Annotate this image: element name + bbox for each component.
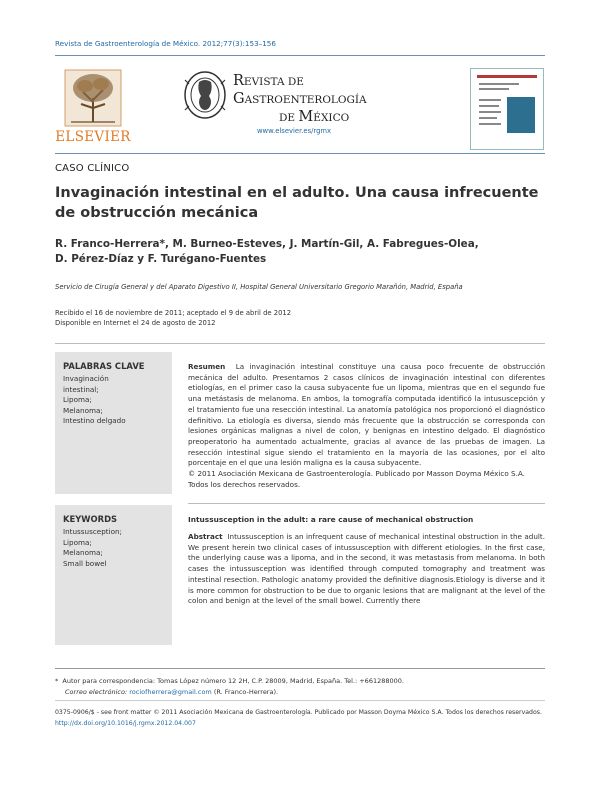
correspondence-text: Autor para correspondencia: Tomas López número 12 2H, C.P. 28009, Madrid, España. Tel.: +661288000. xyxy=(62,677,404,685)
email-owner: (R. Franco-Herrera). xyxy=(213,688,279,696)
header-divider-top xyxy=(55,55,545,56)
keyword-item: Melanoma; xyxy=(63,405,103,415)
keywords-es-panel xyxy=(55,352,172,494)
keyword-item: intestinal; xyxy=(63,384,99,394)
keywords-es-heading: PALABRAS CLAVE xyxy=(63,361,145,371)
email-label: Correo electrónico: xyxy=(65,688,128,696)
abstract-divider xyxy=(55,343,545,344)
email-link[interactable]: rociofherrera@gmail.com xyxy=(129,688,212,696)
legal-info xyxy=(55,707,542,729)
keyword-item: Intestino delgado xyxy=(63,416,126,426)
journal-title: REVISTA DE GASTROENTEROLOGÍA DE MÉXICO xyxy=(233,73,367,125)
article-title: Invaginación intestinal en el adulto. Una causa infrecuente de obstrucción mecánica xyxy=(55,185,539,221)
abstract-es-body: Resumen La invaginación intestinal constituye una causa poco frecuente de obstrucción mecánica del adulto. Presentamos 2 casos clínicos de invaginación intestinal con diferentes etiologías, en el primer caso la causa subyacente fue un lipoma, mientras que en el segundo fue una metástasis de melanoma. En ambos, la tomografía computada identificó la intususcepción y el tratamiento fue una resección intestinal. La anatomía patológica nos proporcionó el diagnóstico definitivo. La etiología es diversa, siendo más frecuente que la obstrucción se corresponda con lesiones orgánicas malignas a nivel de colon, y benignas en intestino delgado. El diagnóstico preoperatorio ha aumentado actualmente, gracias al avance de las pruebas de imagen. La resección intestinal sigue siendo el tratamiento en la mayoría de las ocasiones, por el alto porcentaje en el que una lesión maligna es la causa subyacente. xyxy=(188,362,545,468)
affiliation: Servicio de Cirugía General y del Aparato Digestivo II, Hospital General Universitario Gregorio Marañón, Madrid, España xyxy=(55,283,463,291)
article-dates xyxy=(55,308,291,328)
header-divider-bottom xyxy=(55,153,545,154)
abstract-es-label: Resumen xyxy=(188,362,226,371)
keyword-item: Small bowel xyxy=(63,558,107,568)
legal-divider xyxy=(55,700,545,701)
abstract-en-body: Abstract Intussusception is an infrequent cause of mechanical intestinal obstruction in the adult. We present herein two clinical cases of intussusception with different etiologies. In the first case, the underlying cause was a lipoma, and in the second, it was metastasis from melanoma. In both cases the intussusception was identified through computed tomography and treatment was intestinal resection. Pathologic anatomy provided the definitive diagnosis.Etiology is diverse and it is more common for obstruction to be due to organic lesions that are malignant at the level of the colon and benign at the level of the small bowel. Currently there xyxy=(188,532,545,606)
authors-line-2: D. Pérez-Díaz y F. Turégano-Fuentes xyxy=(55,253,267,265)
footnote-marker: * xyxy=(55,677,59,685)
authors-line-1: R. Franco-Herrera*, M. Burneo-Esteves, J. Martín-Gil, A. Fabregues-Olea, xyxy=(55,238,479,250)
journal-cover-thumbnail xyxy=(470,68,544,150)
article-section-label: CASO CLÍNICO xyxy=(55,163,130,174)
doi-link[interactable]: http://dx.doi.org/10.1016/j.rgmx.2012.04.007 xyxy=(55,720,196,727)
publisher-logo-text: ELSEVIER xyxy=(55,129,131,145)
copyright-line-2: Todos los derechos reservados. xyxy=(188,479,301,489)
journal-citation[interactable]: Revista de Gastroenterología de México. 2012;77(3):153–156 xyxy=(55,39,276,48)
keywords-en-heading: KEYWORDS xyxy=(63,514,118,524)
issn-line: 0375-0906/$ - see front matter © 2011 Asociación Mexicana de Gastroenterología. Publicado por Masson Doyma México S.A. Todos los derechos reservados. xyxy=(55,709,542,716)
received-date: Recibido el 16 de noviembre de 2011; aceptado el 9 de abril de 2012 xyxy=(55,309,292,317)
footnote-divider xyxy=(55,668,545,669)
keyword-item: Intussusception; xyxy=(63,527,122,536)
online-date: Disponible en Internet el 24 de agosto de 2012 xyxy=(55,319,216,327)
journal-seal-icon xyxy=(183,70,227,120)
abstract-en-label: Abstract xyxy=(188,532,223,541)
abstract-en-title: Intussusception in the adult: a rare cause of mechanical obstruction xyxy=(188,515,474,524)
keyword-item: Invaginación xyxy=(63,374,109,383)
keywords-en-panel xyxy=(55,505,172,645)
correspondence-footnote xyxy=(55,676,404,698)
abstract-en xyxy=(188,532,545,607)
journal-website-link[interactable]: www.elsevier.es/rgmx xyxy=(257,127,332,135)
keyword-item: Lipoma; xyxy=(63,537,92,547)
keyword-item: Melanoma; xyxy=(63,548,103,558)
abstract-en-divider xyxy=(188,503,545,504)
abstract-es xyxy=(188,362,545,490)
keyword-item: Lipoma; xyxy=(63,395,92,405)
author-list xyxy=(55,237,545,267)
copyright-line-1: © 2011 Asociación Mexicana de Gastroenterología. Publicado por Masson Doyma México S.A. xyxy=(188,469,525,479)
